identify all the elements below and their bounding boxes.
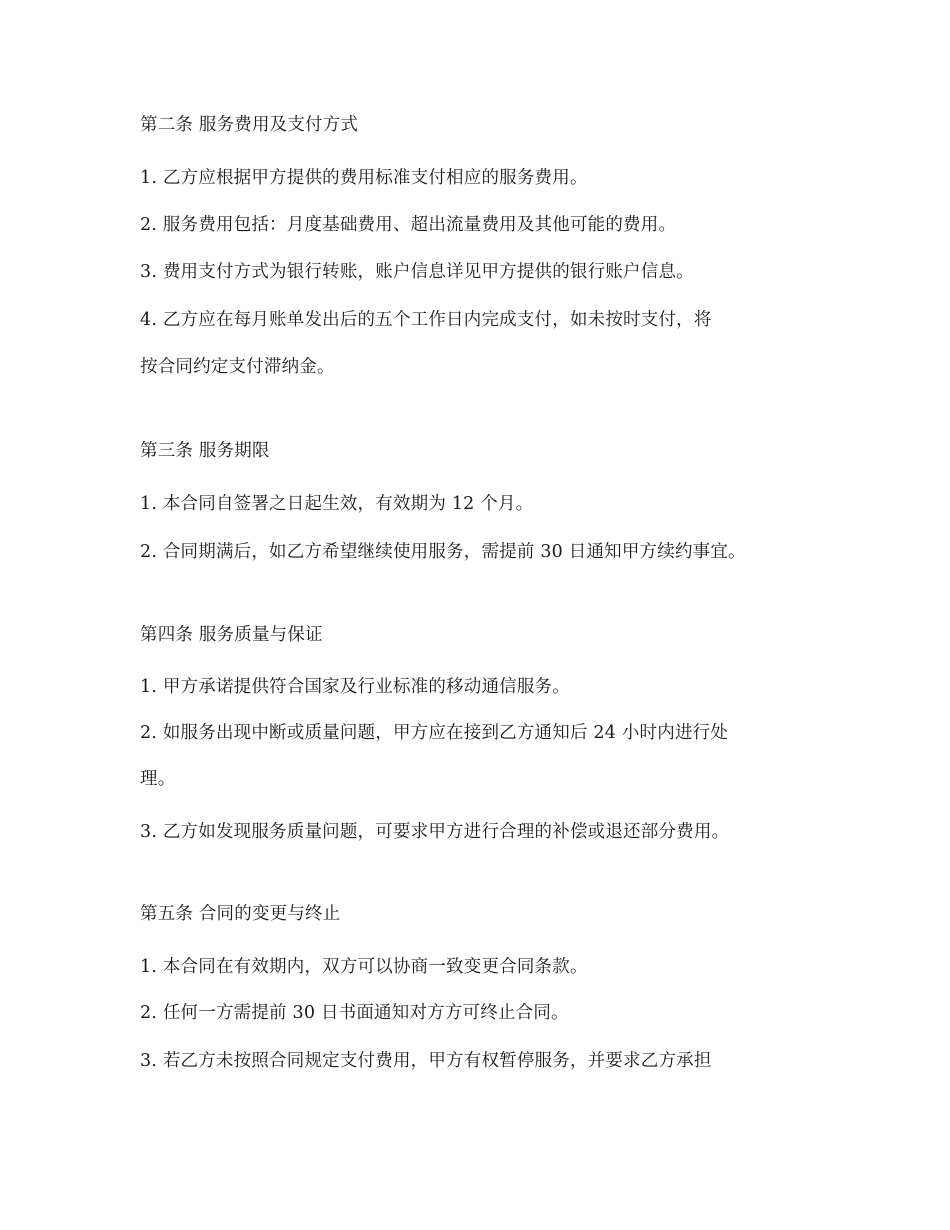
section-heading: 第四条 服务质量与保证 [140, 625, 323, 645]
clause-line: 3. 费用支付方式为银行转账，账户信息详见甲方提供的银行账户信息。 [140, 262, 694, 282]
section-heading: 第二条 服务费用及支付方式 [140, 115, 359, 135]
clause-line: 4. 乙方应在每月账单发出后的五个工作日内完成支付，如未按时支付，将 [140, 310, 712, 330]
clause-line: 2. 任何一方需提前 30 日书面通知对方方可终止合同。 [140, 1003, 569, 1023]
clause-line: 3. 若乙方未按照合同规定支付费用，甲方有权暂停服务，并要求乙方承担 [140, 1051, 712, 1071]
clause-line: 1. 本合同在有效期内，双方可以协商一致变更合同条款。 [140, 957, 588, 977]
clause-line: 1. 本合同自签署之日起生效，有效期为 12 个月。 [140, 494, 534, 514]
clause-line: 1. 甲方承诺提供符合国家及行业标准的移动通信服务。 [140, 677, 570, 697]
clause-line: 2. 合同期满后，如乙方希望继续使用服务，需提前 30 日通知甲方续约事宜。 [140, 542, 746, 562]
section-heading: 第三条 服务期限 [140, 441, 270, 461]
clause-line-continuation: 理。 [140, 769, 176, 789]
clause-line: 3. 乙方如发现服务质量问题，可要求甲方进行合理的补偿或退还部分费用。 [140, 822, 730, 842]
clause-line-continuation: 按合同约定支付滞纳金。 [140, 357, 335, 377]
clause-line: 1. 乙方应根据甲方提供的费用标准支付相应的服务费用。 [140, 168, 588, 188]
clause-line: 2. 服务费用包括：月度基础费用、超出流量费用及其他可能的费用。 [140, 215, 677, 235]
section-heading: 第五条 合同的变更与终止 [140, 904, 341, 924]
clause-line: 2. 如服务出现中断或质量问题，甲方应在接到乙方通知后 24 小时内进行处 [140, 723, 729, 743]
